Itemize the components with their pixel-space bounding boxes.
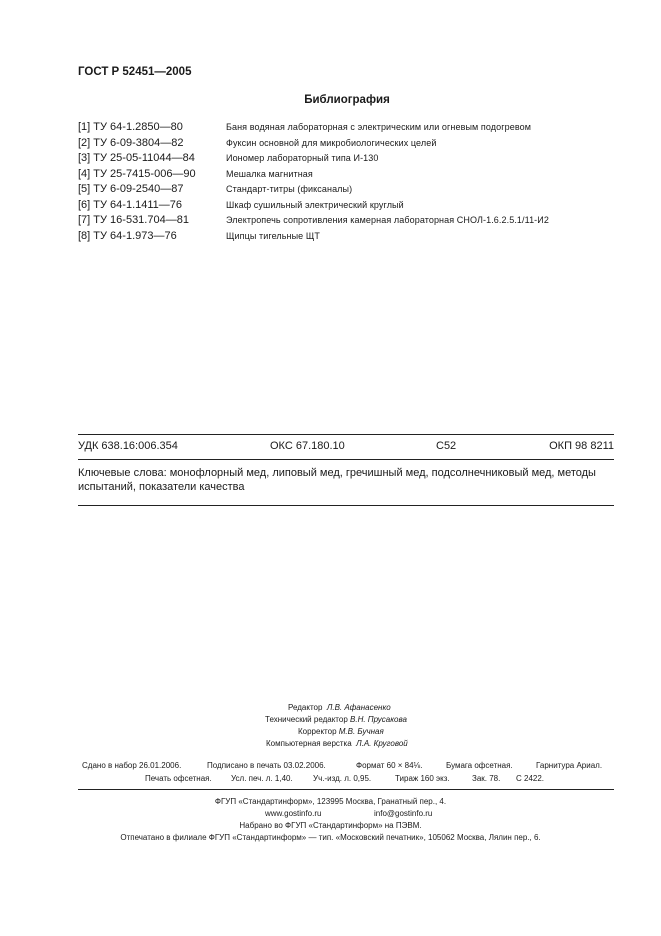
bibliography-item	[78, 213, 618, 229]
pub-pub-sheets: Уч.-изд. л. 0,95.	[313, 774, 372, 783]
credit-editor	[288, 703, 391, 712]
bibliography-ref: [1] ТУ 64-1.2850—80	[78, 121, 183, 133]
bibliography-desc: Щипцы тигельные ЩТ	[226, 230, 321, 241]
publisher-contacts	[0, 809, 661, 821]
bibliography-item	[78, 182, 618, 198]
oks-code: ОКС 67.180.10	[270, 440, 345, 452]
okp-code: ОКП 98 8211	[549, 440, 614, 452]
bibliography-desc: Шкаф сушильный электрический круглый	[226, 199, 404, 210]
pub-code: С 2422.	[516, 774, 545, 783]
credit-layout-name: Л.А. Круговой	[356, 739, 408, 748]
credit-editor-name: Л.В. Афанасенко	[326, 703, 391, 712]
publisher-line-1: ФГУП «Стандартинформ», 123995 Москва, Гранатный пер., 4.	[214, 797, 447, 806]
pub-signed: Подписано в печать 03.02.2006.	[207, 761, 326, 770]
bibliography-ref: [5] ТУ 6-09-2540—87	[78, 183, 184, 195]
bibliography-ref: [2] ТУ 6-09-3804—82	[78, 136, 184, 149]
bibliography-item	[78, 167, 618, 183]
divider-publication	[78, 789, 614, 790]
credit-tech-editor-label: Технический редактор	[265, 715, 348, 724]
keywords	[78, 466, 618, 494]
bibliography-ref: [3] ТУ 25-05-11044—84	[78, 152, 195, 164]
bibliography-ref: [6] ТУ 64-1.1411—76	[78, 198, 183, 211]
divider-middle	[78, 459, 614, 460]
bibliography-item	[78, 136, 618, 152]
credit-editor-label: Редактор	[288, 703, 323, 712]
credit-tech-editor-name: В.Н. Прусакова	[350, 715, 407, 724]
publisher-line-4: Отпечатано в филиале ФГУП «Стандартинформ» — тип. «Московский печатник», 105062 Москва, Лялин пер., 6.	[120, 833, 541, 842]
standard-number: ГОСТ Р 52451—2005	[78, 66, 192, 78]
credits-block	[0, 703, 661, 751]
bibliography-desc: Фуксин основной для микробиологических целей	[226, 137, 437, 148]
credit-layout-label: Компьютерная верстка	[266, 739, 352, 748]
keywords-line-2: испытаний, показатели качества	[78, 481, 245, 493]
publisher-line-3: Набрано во ФГУП «Стандартинформ» на ПЭВМ.	[239, 821, 422, 830]
bibliography-item	[78, 120, 618, 136]
bibliography-desc: Мешалка магнитная	[226, 168, 313, 179]
group-code: С52	[436, 440, 457, 452]
pub-print-sheets: Усл. печ. л. 1,40.	[231, 774, 293, 783]
publication-row-1	[0, 761, 661, 773]
udk-code: УДК 638.16:006.354	[78, 440, 178, 452]
bibliography-ref: [8] ТУ 64-1.973—76	[78, 229, 177, 242]
keywords-line-1: Ключевые слова: монофлорный мед, липовый мед, гречишный мед, подсолнечниковый мед, методы	[78, 467, 596, 479]
bibliography-ref: [7] ТУ 16-531.704—81	[78, 214, 189, 226]
divider-top	[78, 434, 614, 435]
bibliography-desc: Электропечь сопротивления камерная лабораторная СНОЛ-1.6.2.5.1/11-И2	[226, 215, 549, 225]
pub-paper: Бумага офсетная.	[446, 761, 513, 770]
bibliography-item	[78, 198, 618, 214]
bibliography-desc: Баня водяная лабораторная с электрическим или огневым подогревом	[226, 122, 532, 132]
pub-order: Зак. 78.	[472, 774, 501, 783]
credit-corrector-label: Корректор	[298, 727, 337, 736]
pub-print: Печать офсетная.	[145, 774, 212, 783]
bibliography-desc: Стандарт-титры (фиксаналы)	[226, 184, 353, 194]
credit-layout	[266, 739, 408, 748]
pub-run: Тираж 160 экз.	[395, 774, 450, 783]
pub-submitted: Сдано в набор 26.01.2006.	[82, 761, 182, 770]
credit-corrector	[298, 727, 384, 736]
bibliography-ref: [4] ТУ 25-7415-006—90	[78, 167, 196, 180]
bibliography-title: Библиография	[304, 94, 390, 106]
pub-font: Гарнитура Ариал.	[536, 761, 603, 770]
credit-corrector-name: М.В. Бучная	[338, 727, 384, 736]
credit-tech-editor	[265, 715, 407, 724]
bibliography-desc: Иономер лабораторный типа И-130	[226, 153, 379, 163]
pub-format: Формат 60 × 84⅛.	[356, 761, 423, 770]
publisher-email: info@gostinfo.ru	[374, 809, 433, 818]
bibliography-list	[78, 120, 618, 244]
divider-bottom	[78, 505, 614, 506]
bibliography-item	[78, 151, 618, 167]
publisher-website: www.gostinfo.ru	[265, 809, 322, 818]
bibliography-item	[78, 229, 618, 245]
publication-row-2	[0, 774, 661, 786]
